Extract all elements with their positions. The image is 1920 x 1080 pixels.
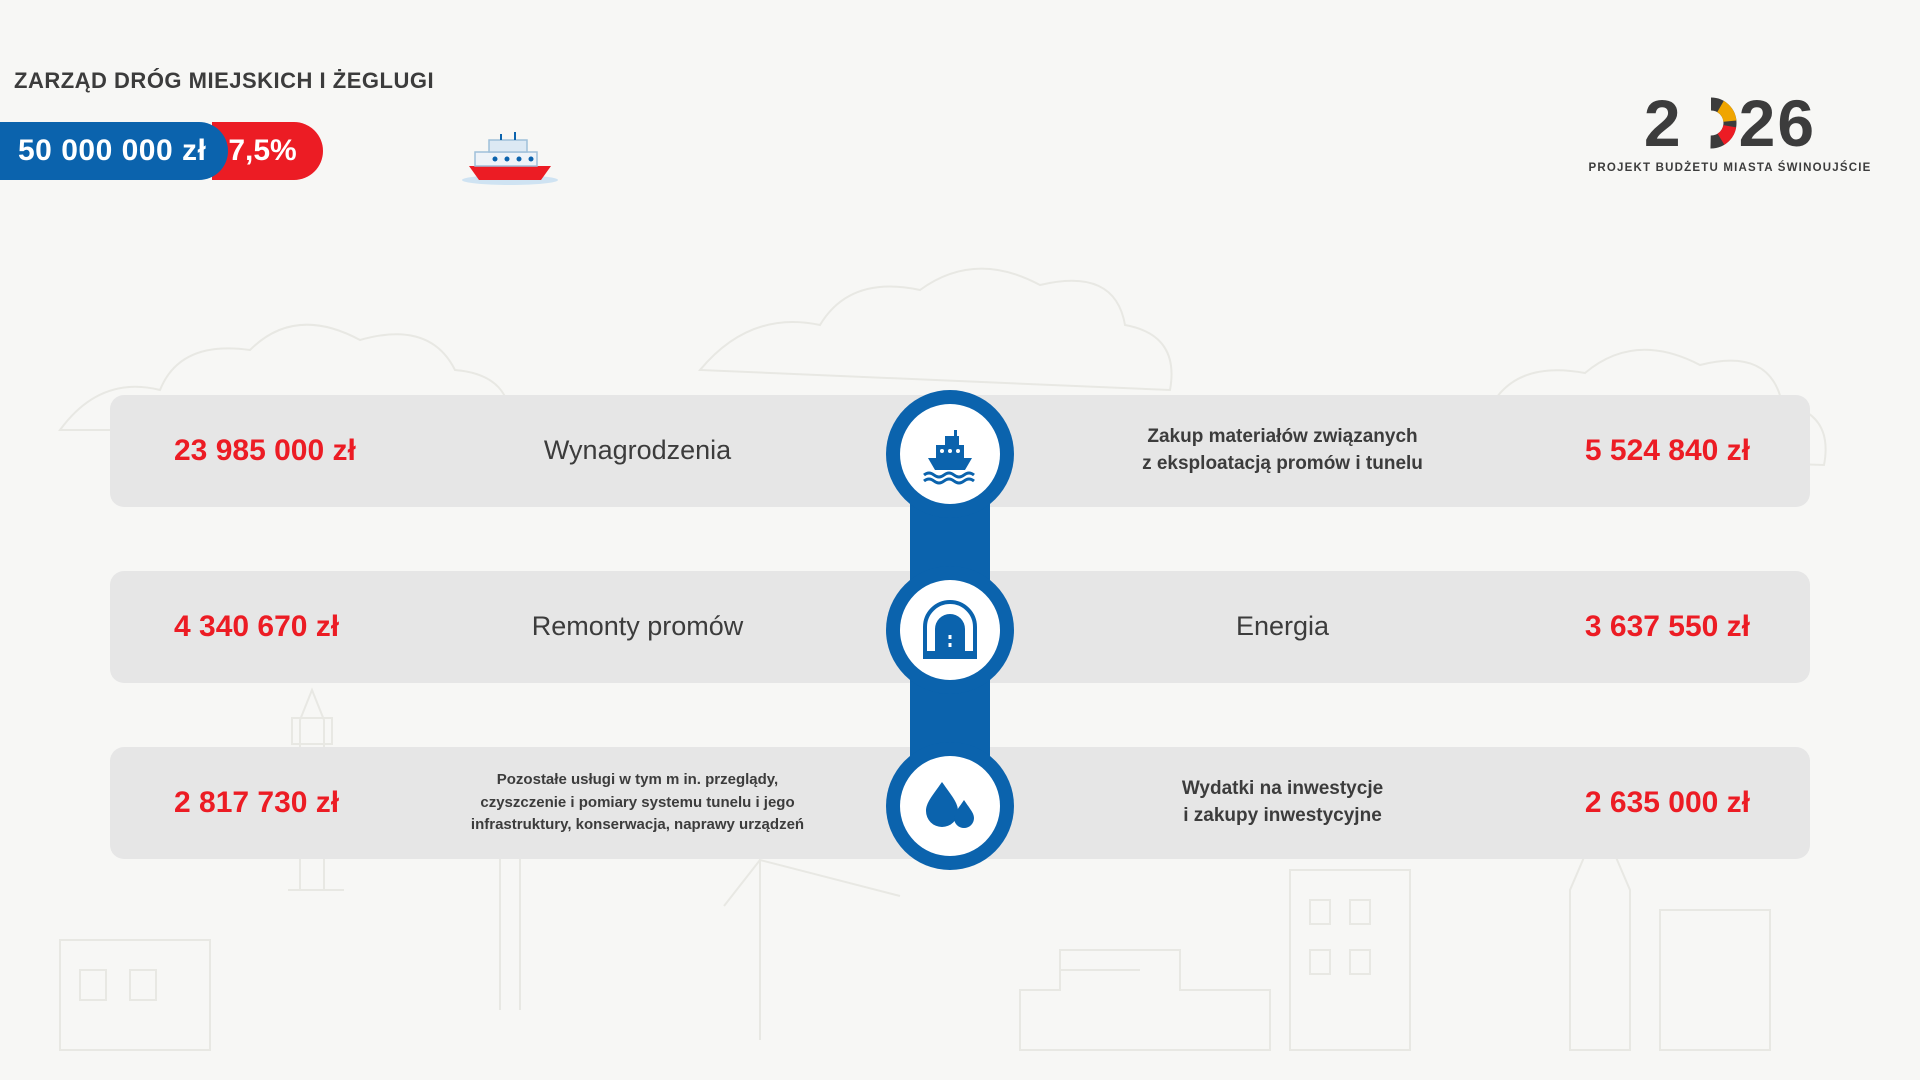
total-budget-percent: 7,5% <box>212 122 322 180</box>
water-drops-icon <box>916 772 984 840</box>
row-left-amount: 4 340 670 zł <box>174 610 340 643</box>
logo <box>1580 86 1880 174</box>
logo-subtitle: PROJEKT BUDŻETU MIASTA ŚWINOUJŚCIE <box>1588 162 1872 174</box>
row-left-label: Remonty promów <box>531 611 744 642</box>
tunnel-icon <box>915 595 985 665</box>
row-right-label: Energia <box>1235 611 1330 642</box>
row-right-label: Zakup materiałów związanych z eksploatacją promów i tunelu <box>1142 426 1423 474</box>
donut-icon <box>1685 97 1737 149</box>
center-icon-spine <box>886 390 1014 890</box>
logo-year-right: 26 <box>1738 86 1817 160</box>
row-left-amount: 2 817 730 zł <box>174 786 340 819</box>
medallion-water <box>886 742 1014 870</box>
row-right-amount: 5 524 840 zł <box>1584 434 1750 467</box>
total-budget-pill <box>0 122 323 180</box>
medallion-tunnel <box>886 566 1014 694</box>
medallion-ferry <box>886 390 1014 518</box>
row-left-label: Wynagrodzenia <box>543 435 732 466</box>
row-right-label: Wydatki na inwestycje i zakupy inwestycyjne <box>1181 778 1384 826</box>
page-title: ZARZĄD DRÓG MIEJSKICH I ŻEGLUGI <box>14 68 435 93</box>
row-left-label: Pozostałe usługi w tym m in. przeglądy, czyszczenie i pomiary systemu tunelu i jego infrastruktury, konserwacja, naprawy urządzeń <box>470 771 805 834</box>
logo-year-left: 2 <box>1643 86 1683 160</box>
total-budget-amount: 50 000 000 zł <box>0 122 228 180</box>
logo-year <box>1580 86 1880 160</box>
ferry-boat-icon <box>914 418 986 490</box>
row-left-amount: 23 985 000 zł <box>174 434 356 467</box>
row-right-amount: 3 637 550 zł <box>1584 610 1750 643</box>
ferry-icon <box>455 128 565 188</box>
row-right-amount: 2 635 000 zł <box>1584 786 1750 819</box>
